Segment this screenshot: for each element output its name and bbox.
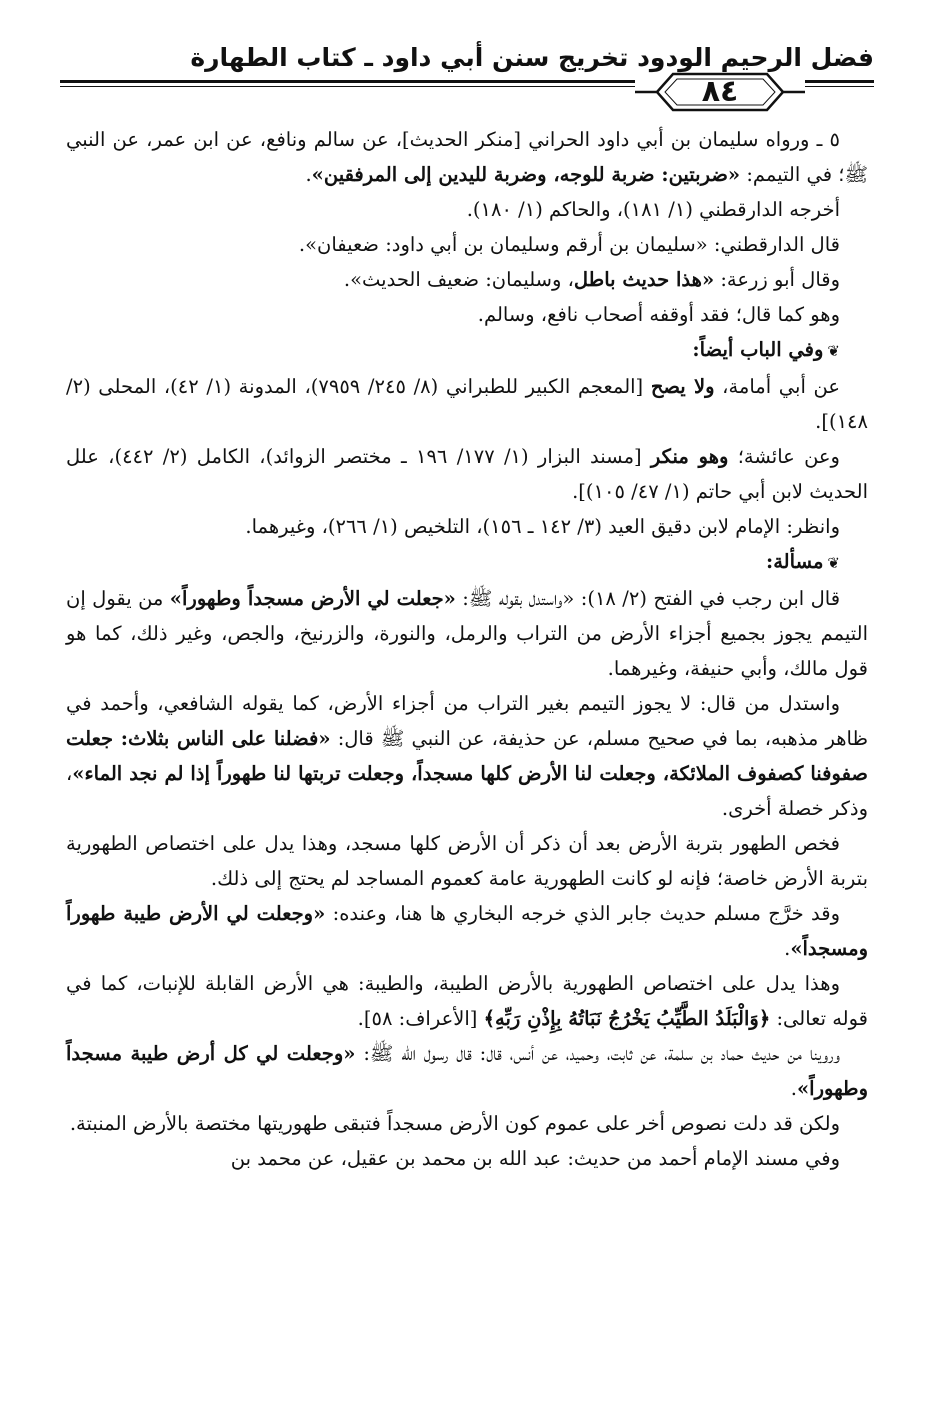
- paragraph-16: وفي مسند الإمام أحمد من حديث: عبد الله بن محمد بن عقيل، عن محمد بن: [230, 1147, 840, 1170]
- paragraph-9-bold: «جعلت لي الأرض مسجداً وطهوراً»: [169, 587, 456, 610]
- paragraph-13: [66, 966, 868, 1036]
- page-body: [66, 122, 868, 1176]
- paragraph-13-post: [الأعراف: ٥٨].: [357, 1007, 484, 1030]
- paragraph-8: وانظر: الإمام لابن دقيق العيد (٣/ ١٤٢ ـ ١٥٦)، التلخيص (١/ ٢٦٦)، وغيرهما.: [245, 515, 840, 538]
- header-title: فضل الرحيم الودود تخريج سنن أبي داود ـ كتاب الطهارة: [190, 43, 874, 72]
- paragraph-1: [66, 122, 868, 192]
- paragraph-9-pre: قال ابن رجب في الفتح (٢/ ١٨): «واستدل بقوله ﷺ:: [455, 587, 841, 610]
- paragraph-6-post: [المعجم الكبير للطبراني (٨/ ٢٤٥/ ٧٩٥٩)، المدونة (١/ ٤٢)، المحلى (٢/ ١٤٨)].: [66, 375, 868, 433]
- paragraph-13-pre: وهذا يدل على اختصاص الطهورية بالأرض الطيبة، والطيبة: هي الأرض القابلة للإنبات، كما في قوله تعالى:: [66, 972, 868, 1030]
- paragraph-4: [66, 262, 868, 297]
- paragraph-12-bold: «وجعلت لي الأرض طيبة طهوراً ومسجداً»: [66, 902, 868, 960]
- paragraph-10-pre: واستدل من قال: لا يجوز التيمم بغير التراب من أجزاء الأرض، كما يقوله الشافعي، وأحمد في ظاهر مذهبه، بما في صحيح مسلم، عن حذيفة، عن النبي ﷺ قال:: [66, 692, 868, 750]
- paragraph-11: فخص الطهور بتربة الأرض بعد أن ذكر أن الأرض كلها مسجد، وهذا يدل على اختصاص الطهورية بتربة الأرض خاصة؛ فإنه لو كانت الطهورية عامة كعموم المساجد لم يحتج إلى ذلك.: [66, 832, 868, 890]
- paragraph-7: [66, 439, 868, 509]
- paragraph-1-tail: .: [305, 163, 312, 186]
- paragraph-4-pre: وقال أبو زرعة:: [714, 268, 840, 291]
- paragraph-7-post: [مسند البزار (١/ ١٧٧/ ١٩٦ ـ مختصر الزوائد)، الكامل (٢/ ٤٤٢)، علل الحديث لابن أبي حاتم (١/ ٤٧/ ١٠٥)].: [66, 445, 868, 503]
- paragraph-14-bold: «وجعلت لي كل أرض طيبة مسجداً وطهوراً»: [66, 1042, 868, 1100]
- paragraph-15: ولكن قد دلت نصوص أخر على عموم كون الأرض مسجداً فتبقى طهوريتها مختصة بالأرض المنبتة.: [69, 1112, 840, 1135]
- paragraph-12: [66, 896, 868, 966]
- paragraph-9: [66, 581, 868, 686]
- paragraph-10: [66, 686, 868, 826]
- section-heading-issue: [66, 544, 868, 581]
- paragraph-10-post: ، وذكر خصلة أخرى.: [66, 762, 868, 820]
- paragraph-4-post: ، وسليمان: ضعيف الحديث».: [343, 268, 574, 291]
- paragraph-5: وهو كما قال؛ فقد أوقفه أصحاب نافع، وسالم.: [477, 303, 840, 326]
- paragraph-12-post: .: [784, 937, 791, 960]
- section-heading-also-text: وفي الباب أيضاً:: [692, 338, 824, 361]
- paragraph-13-quran: ﴿وَالْبَلَدُ الطَّيِّبُ يَخْرُجُ نَبَاتُهُ بِإِذْنِ رَبِّهِ﴾: [483, 1007, 771, 1030]
- paragraph-6-pre: عن أبي أمامة،: [714, 375, 841, 398]
- paragraph-14-pre: وروينا من حديث حماد بن سلمة، عن ثابت، وحميد، عن أنس، قال: قال رسول الله ﷺ:: [355, 1042, 841, 1065]
- paragraph-10-bold: «فضلنا على الناس بثلاث: جعلت صفوفنا كصفوف الملائكة، وجعلت لنا الأرض كلها مسجداً، وجعلت تربتها لنا طهوراً إذا لم نجد الماء»: [66, 727, 868, 785]
- paragraph-9-post: من يقول إن التيمم يجوز بجميع أجزاء الأرض من التراب والرمل، والنورة، والزرنيخ، والجص، وغير ذلك، كما هو قول مالك، وأبي حنيفة، وغيرهما.: [66, 587, 868, 680]
- page-number: ٨٤: [701, 74, 739, 109]
- leaf-icon: ❦: [827, 554, 840, 572]
- paragraph-3: قال الدارقطني: «سليمان بن أرقم وسليمان بن أبي داود: ضعيفان».: [298, 233, 840, 256]
- paragraph-4-bold: «هذا حديث باطل: [573, 268, 715, 291]
- paragraph-1-text: ٥ ـ ورواه سليمان بن أبي داود الحراني [منكر الحديث]، عن سالم ونافع، عن ابن عمر، عن النبي ﷺ؛ في التيمم:: [66, 128, 868, 186]
- paragraph-2: أخرجه الدارقطني (١/ ١٨١)، والحاكم (١/ ١٨٠).: [466, 198, 840, 221]
- section-heading-also: [66, 332, 868, 369]
- paragraph-6: [66, 369, 868, 439]
- section-heading-issue-text: مسألة:: [766, 550, 824, 573]
- paragraph-14-post: .: [790, 1077, 797, 1100]
- paragraph-14: [66, 1036, 868, 1106]
- paragraph-7-bold: وهو منكر: [650, 445, 729, 468]
- running-header: [60, 40, 874, 120]
- paragraph-6-bold: ولا يصح: [650, 375, 715, 398]
- paragraph-7-pre: وعن عائشة؛: [728, 445, 840, 468]
- leaf-icon: ❦: [827, 342, 840, 360]
- paragraph-12-pre: وقد خرَّج مسلم حديث جابر الذي خرجه البخاري ها هنا، وعنده:: [325, 902, 840, 925]
- paragraph-1-hadith: «ضربتين: ضربة للوجه، وضربة لليدين إلى المرفقين»: [311, 163, 741, 186]
